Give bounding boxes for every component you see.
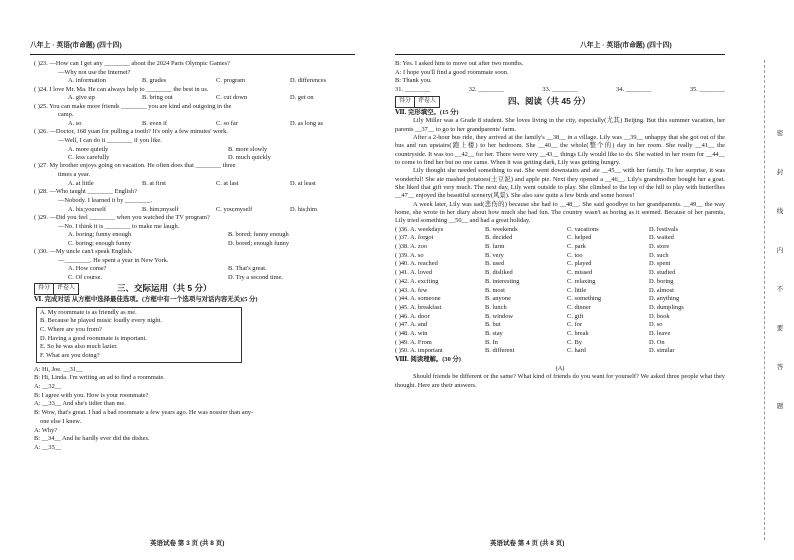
q26-opt-b: B. more slowly xyxy=(228,145,268,153)
q29-opt-d: D. bored; enough funny xyxy=(228,239,290,247)
cloze-q49-opt-c: C. By xyxy=(567,338,582,346)
cloze-paragraph-2: After a 2-hour bus ride, they arrived at the family's __38__ in a village. Lily was __39__ unhappy that she got out of the bus and ran upstairs(跑上楼) to her bedroom. She __40__ the whole(整个的) day in her room. She really __41__ the countryside. It was too __42__ for her. There were very __43__ things Lily would like to do. She waited in her room for __44__ to come to find her but no one came. When it was getting dark, Lily was getting hungry. xyxy=(395,134,725,167)
left-page xyxy=(0,0,395,560)
cloze-q47-opt-b: B. but xyxy=(485,321,501,329)
q30-text: ( )30. —My uncle can't speak English. xyxy=(34,247,133,255)
dialogue-cont-3: B: Thank you. xyxy=(395,77,432,85)
cloze-q42-opt-a: ( )42. A. exciting xyxy=(395,277,439,285)
q24-options xyxy=(34,94,364,102)
right-header: 八年上 · 英语(市命题) (四十四) xyxy=(580,42,672,49)
cloze-q37-opt-a: ( )37. A. forgot xyxy=(395,234,434,242)
cloze-q45-opt-b: B. lunch xyxy=(485,303,507,311)
cloze-q44-opt-a: ( )44. A. someone xyxy=(395,295,441,303)
q25-opt-b: B. even if xyxy=(142,120,168,128)
grader-label-2: 评卷人 xyxy=(418,97,437,104)
cloze-q38-opt-b: B. farm xyxy=(485,243,505,251)
q25-opt-c: C. so far xyxy=(216,120,238,128)
cloze-q45-opt-a: ( )45. A. breakfast xyxy=(395,303,442,311)
q28-sub: —Nobody. I learned it by ________. xyxy=(58,196,153,204)
q25-options xyxy=(34,120,364,128)
seal-char-5: 要 xyxy=(776,325,784,332)
section7-instructions: Ⅶ. 完形填空。(15 分) xyxy=(395,108,459,116)
q26-opt-d: D. much quickly xyxy=(228,154,271,162)
cloze-q48-opt-a: ( )48. A. win xyxy=(395,329,428,337)
q23-opt-c: C. program xyxy=(216,77,246,85)
cloze-q50-opt-b: B. different xyxy=(485,347,515,355)
q23-text: ( )23. —How can I get any ________ about the 2024 Paris Olympic Games? xyxy=(34,60,230,67)
box-option-f: F. What are you doing? xyxy=(40,352,100,360)
cloze-q48-opt-b: B. stay xyxy=(485,329,503,337)
cloze-q36-opt-b: B. weekends xyxy=(485,225,518,233)
q28-opt-a: A. his;yourself xyxy=(68,205,106,213)
cloze-q36-opt-d: D. festivals xyxy=(649,225,679,233)
q25-text: ( )25. You can make more friends ________ you are kind and outgoing in the xyxy=(34,102,232,110)
section8-instructions: Ⅷ. 阅读理解。(30 分) xyxy=(395,356,461,364)
q29-sub: —No. I think it is ________ to make me laugh. xyxy=(58,222,180,230)
seal-char-7: 题 xyxy=(776,403,784,410)
q29-opt-a: A. boring; funny enough xyxy=(68,231,132,239)
q25-opt-a: A. so xyxy=(68,120,82,128)
q28-text: ( )28. —Who taught ________ English? xyxy=(34,188,137,196)
q24-text: ( )24. I love Mr. Ma. He can always help to ________ the best in us. xyxy=(34,85,209,93)
cloze-q37-opt-d: D. waited xyxy=(649,234,674,242)
cloze-q41-opt-c: C. missed xyxy=(567,269,593,277)
cloze-q49-opt-b: B. In xyxy=(485,338,498,346)
q29-options-row2 xyxy=(34,240,364,248)
cloze-q47-opt-d: D. so xyxy=(649,321,663,329)
q28-opt-b: B. him;myself xyxy=(142,205,179,213)
cloze-q40-opt-c: C. played xyxy=(567,260,592,268)
cloze-q50-opt-d: D. similar xyxy=(649,347,675,355)
q27-text: ( )27. My brother enjoys going on vacation. He often does that ________ three xyxy=(34,162,236,170)
cloze-q44-opt-d: D. anything xyxy=(649,295,680,303)
q24-opt-d: D. get on xyxy=(290,94,314,102)
cloze-q43-opt-c: C. little xyxy=(567,286,587,294)
left-header: 八年上 · 英语(市命题) (四十四) xyxy=(30,42,122,49)
q29-opt-c: C. boring; enough funny xyxy=(68,239,131,247)
right-content xyxy=(395,60,725,390)
cloze-q45-opt-d: D. dumplings xyxy=(649,303,684,311)
cloze-q49-opt-a: ( )49. A. From xyxy=(395,338,432,346)
q28-opt-d: D. his;him xyxy=(290,205,317,213)
q27-opt-a: A. at little xyxy=(68,179,94,187)
q27-options xyxy=(34,180,364,188)
answer-31[interactable]: 31. ________ xyxy=(395,86,431,94)
q28-options xyxy=(34,206,364,214)
cloze-q40-opt-d: D. spent xyxy=(649,260,671,268)
answer-32[interactable]: 32. ________ xyxy=(468,86,504,94)
cloze-q39-opt-c: C. too xyxy=(567,251,583,259)
q27-opt-d: D. at least xyxy=(290,179,316,187)
box-option-b: B. Because he played music loudly every night. xyxy=(40,317,162,325)
q24-opt-a: A. give up xyxy=(68,94,95,102)
q30-options-row2 xyxy=(34,274,364,282)
dialogue-line-3: A: __32__ xyxy=(34,383,62,391)
q30-opt-c: C. Of course. xyxy=(68,273,103,281)
score-box xyxy=(34,283,79,295)
q30-sub: —________. He spent a year in New York. xyxy=(58,256,169,264)
score-label-2: 得分 xyxy=(396,97,415,107)
dialogue-cont-1: B: Yes. I asked him to move out after two months. xyxy=(395,60,524,67)
cloze-q41-opt-d: D. studied xyxy=(649,269,676,277)
cloze-q43-opt-a: ( )43. A. few xyxy=(395,286,428,294)
q27-sub: times a year. xyxy=(58,171,91,179)
q26-opt-a: A. more quietly xyxy=(68,145,109,153)
box-option-d: D. Having a good roommate is important. xyxy=(40,334,147,342)
seal-char-4: 不 xyxy=(776,286,784,293)
q28-opt-c: C. you;myself xyxy=(216,205,253,213)
cloze-q48-opt-c: C. break xyxy=(567,329,589,337)
cloze-paragraph-1: Lily Miller was a Grade 8 student. She loves living in the city, especially(尤其) Beijing. But this summer vacation, her parents __37__ to go to her grandparents' farm. xyxy=(395,117,725,133)
cloze-q39-opt-d: D. such xyxy=(649,251,669,259)
right-page xyxy=(395,0,794,560)
dialogue-line-1: A: Hi, Joe. __31__ xyxy=(34,365,83,373)
binding-line xyxy=(764,60,765,540)
seal-char-2: 线 xyxy=(776,208,784,215)
cloze-q49-opt-d: D. On xyxy=(649,338,665,346)
q29-text: ( )29. —Did you feel ________ when you watched the TV program? xyxy=(34,213,210,221)
cloze-q46-opt-a: ( )46. A. door xyxy=(395,312,430,320)
cloze-q36-opt-a: ( )36. A. weekdays xyxy=(395,225,444,233)
cloze-options xyxy=(395,226,725,356)
cloze-q48-opt-d: D. leave xyxy=(649,329,671,337)
q30-opt-b: B. That's great. xyxy=(228,265,267,273)
dialogue-line-2: B: Hi, Linda. I'm writing an ad to find a roommate. xyxy=(34,374,165,382)
right-footer: 英语试卷 第 4 页 (共 8 页) xyxy=(490,540,565,547)
cloze-q46-opt-b: B. window xyxy=(485,312,514,320)
box-option-e: E. So he was also much lazier. xyxy=(40,343,118,351)
cloze-q42-opt-b: B. interesting xyxy=(485,277,520,285)
left-content xyxy=(34,60,364,453)
q23-opt-d: D. differences xyxy=(290,77,327,85)
cloze-q43-opt-b: B. most xyxy=(485,286,505,294)
section4-header xyxy=(395,95,725,109)
score-label: 得分 xyxy=(35,284,54,294)
dialogue-line-6: B: Wow, that's great. I had a bad roommate a few years ago. He was nossier than any- xyxy=(34,409,254,417)
section3-instructions: Ⅵ. 完成对话 从方框中选择最佳选项。(方框中有一个选项与对话内容无关)(5 分) xyxy=(34,295,258,303)
score-box-2 xyxy=(395,96,440,108)
box-option-c: C. Where are you from? xyxy=(40,325,102,333)
cloze-q41-opt-a: ( )41. A. loved xyxy=(395,269,433,277)
cloze-q47-opt-c: C. for xyxy=(567,321,582,329)
cloze-q40-opt-a: ( )40. A. reached xyxy=(395,260,438,268)
seal-char-0: 密 xyxy=(776,130,784,137)
cloze-q40-opt-b: B. used xyxy=(485,260,505,268)
q23-opt-b: B. grades xyxy=(142,77,167,85)
cloze-q37-opt-b: B. decided xyxy=(485,234,513,242)
seal-char-6: 答 xyxy=(776,364,784,371)
q23-opt-a: A. information xyxy=(68,77,106,85)
q29-options-row1 xyxy=(34,231,364,239)
dialogue-line-4: B: I agree with you. How is your roommate? xyxy=(34,391,149,399)
cloze-q39-opt-a: ( )39. A. so xyxy=(395,251,424,259)
section4-title: 四、阅读（共 45 分） xyxy=(508,96,591,107)
cloze-q42-opt-c: C. relaxing xyxy=(567,277,596,285)
cloze-q38-opt-d: D. store xyxy=(649,243,670,251)
cloze-q47-opt-a: ( )47. A. and xyxy=(395,321,428,329)
cloze-q50-opt-a: ( )50. A. important xyxy=(395,347,443,355)
section3-header xyxy=(34,282,364,296)
q24-opt-b: B. bring out xyxy=(142,94,173,102)
cloze-q41-opt-b: B. disliked xyxy=(485,269,513,277)
answer-33[interactable]: 33. ________ xyxy=(542,86,578,94)
q26-text: ( )26. —Doctor, 168 yuan for pulling a tooth? It's only a few minutes' work. xyxy=(34,128,228,136)
q30-options-row1 xyxy=(34,265,364,273)
seal-notice xyxy=(772,130,788,442)
right-header-rule xyxy=(395,54,725,55)
cloze-q42-opt-d: D. boring xyxy=(649,277,674,285)
cloze-q38-opt-c: C. park xyxy=(567,243,586,251)
answer-35[interactable]: 35. ________ xyxy=(689,86,725,94)
dialogue-line-7: one else I knew. xyxy=(40,417,82,425)
answer-line xyxy=(395,86,725,95)
dialogue-cont-2: A: I hope you'll find a good roommate soon. xyxy=(395,68,509,76)
cloze-q44-opt-b: B. anyone xyxy=(485,295,511,303)
cloze-q45-opt-c: C. dinner xyxy=(567,303,591,311)
left-header-rule xyxy=(30,54,355,55)
section3-title: 三、交际运用（共 5 分） xyxy=(117,283,212,294)
dialogue-line-8: A: Why? xyxy=(34,426,58,434)
cloze-q46-opt-c: C. gift xyxy=(567,312,584,320)
cloze-paragraph-3: Lily thought she needed something to eat. She went downstairs and ate __45__ with her family. To her surprise, it was wonderful! She ate mashed potatoes(土豆泥) and apple pie. Next they opened a __46__. Lily's grandmother bought her a goat. She liked that gift very much. The next day, Lily went outside to play. She climbed to the top of the hill to play with butterflies __47__ enjoyed the beautiful scenery(风景). She also saw quite a few birds and some horses! xyxy=(395,167,725,200)
seal-char-3: 内 xyxy=(776,247,784,254)
dialogue-line-5: A: __33__ And she's tidier than me. xyxy=(34,400,126,408)
q25-opt-d: D. as long as xyxy=(290,120,324,128)
q26-options-row1 xyxy=(34,146,364,154)
grader-label: 评卷人 xyxy=(57,285,76,292)
q26-opt-c: C. less carefully xyxy=(68,154,110,162)
q26-options-row2 xyxy=(34,154,364,162)
cloze-q43-opt-d: D. almost xyxy=(649,286,674,294)
cloze-q44-opt-c: C. something xyxy=(567,295,602,303)
cloze-q37-opt-c: C. helped xyxy=(567,234,592,242)
cloze-q36-opt-c: C. vacations xyxy=(567,225,599,233)
q27-opt-b: B. at first xyxy=(142,179,166,187)
passage-a-label: (A) xyxy=(555,364,565,372)
cloze-q50-opt-c: C. hard xyxy=(567,347,586,355)
q24-opt-c: C. cut down xyxy=(216,94,248,102)
left-footer: 英语试卷 第 3 页 (共 8 页) xyxy=(150,540,225,547)
q29-opt-b: B. bored; funny enough xyxy=(228,231,289,239)
cloze-paragraph-4: A week later, Lily was sad(悲伤的) because she had to __48__. She said goodbye to her grandparents. __49__ the way home, she wrote in her diary about how much she had fun. The country wasn't as boring as it seemed. Because of her parents, Lily tried something __50__ and had a great holiday. xyxy=(395,200,725,225)
dialogue-line-9: B: __34__ And he hardly ever did the dishes. xyxy=(34,435,150,443)
passage-a-text: Should friends be different or the same? What kind of friends do you want for yourself? We asked three people what they thought. Here are their answers. xyxy=(395,373,725,389)
q23-sub: —Why not use the Internet? xyxy=(58,68,131,76)
dialogue-line-10: A: __35__ xyxy=(34,443,62,451)
q27-opt-c: C. at last xyxy=(216,179,239,187)
options-box xyxy=(36,307,242,363)
cloze-q39-opt-b: B. very xyxy=(485,251,504,259)
q26-sub: —Well, I can do it ________ if you like. xyxy=(58,137,162,145)
q25-sub: camp. xyxy=(58,111,74,119)
answer-34[interactable]: 34. ________ xyxy=(616,86,652,94)
q30-opt-a: A. How come? xyxy=(68,265,107,273)
cloze-q46-opt-d: D. book xyxy=(649,312,670,320)
cloze-q38-opt-a: ( )38. A. zoo xyxy=(395,243,428,251)
q30-opt-d: D. Try a second time. xyxy=(228,273,284,281)
seal-char-1: 封 xyxy=(776,169,784,176)
box-option-a: A. My roommate is as friendly as me. xyxy=(40,308,137,316)
q23-options xyxy=(34,77,364,85)
